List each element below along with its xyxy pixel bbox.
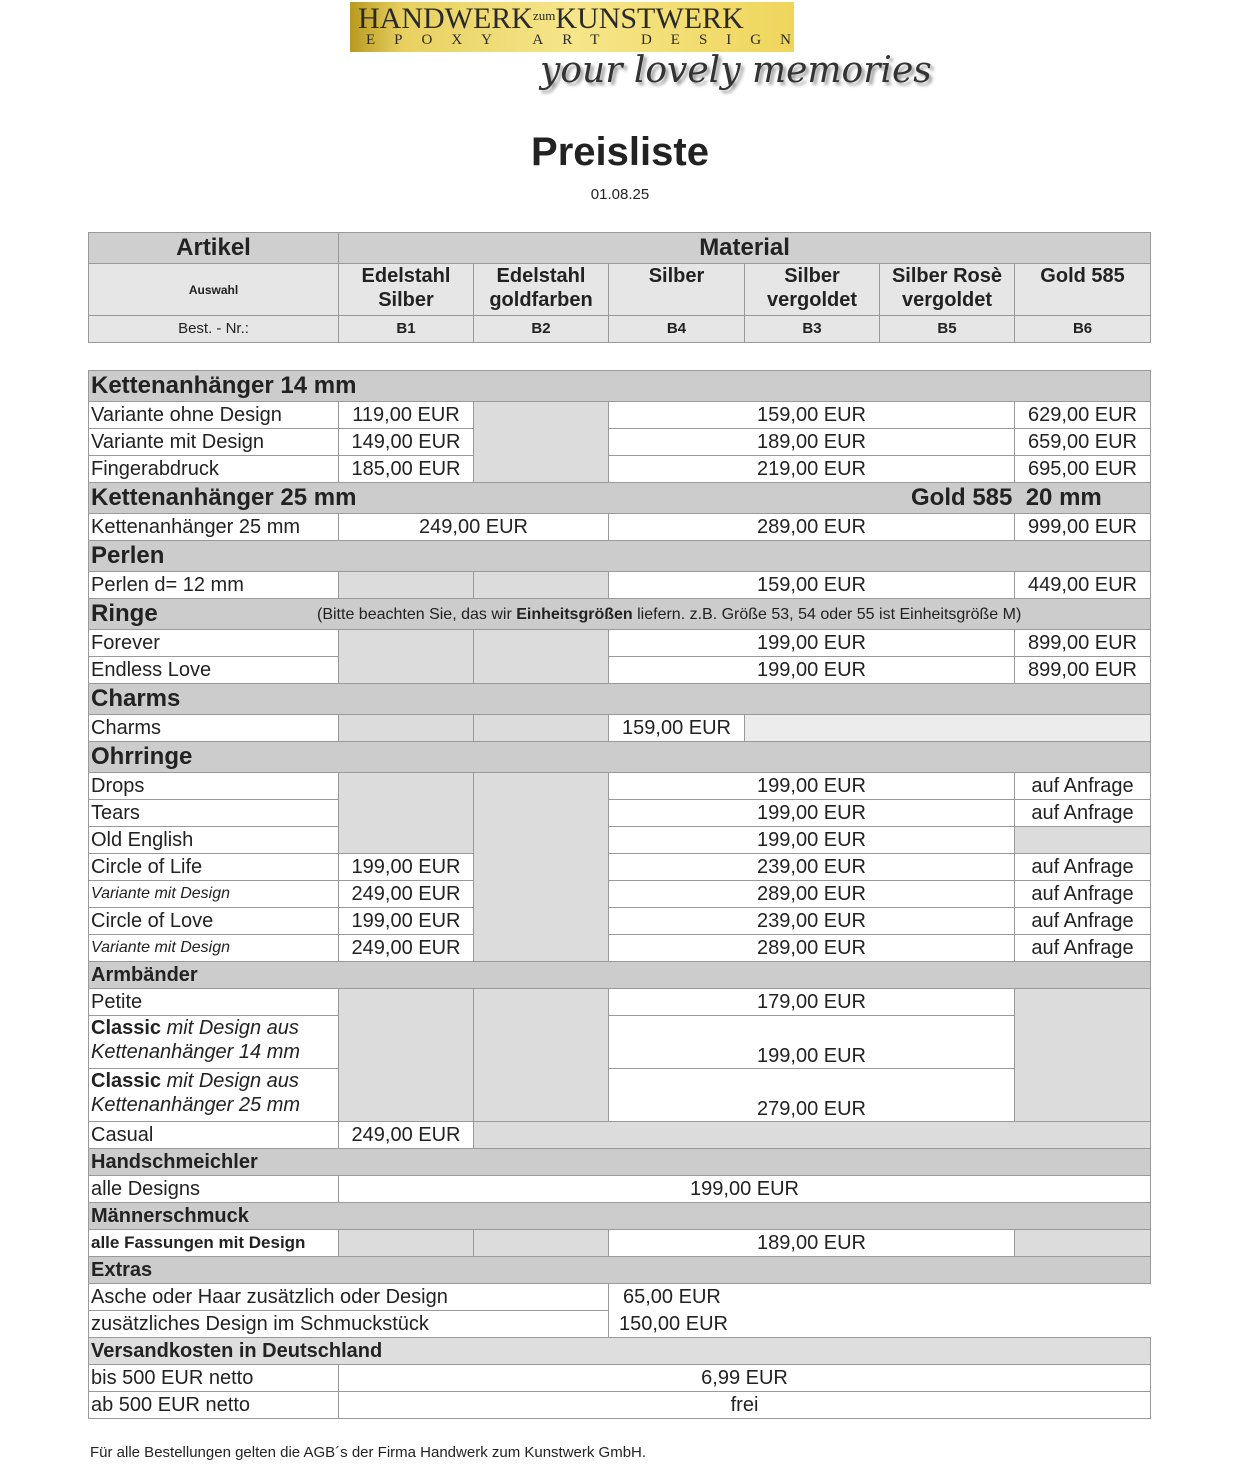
table-row: Drops 199,00 EUR auf Anfrage [89, 773, 1151, 800]
section-header: Handschmeichler [89, 1149, 1151, 1176]
table-row: Variante ohne Design 119,00 EUR 159,00 EUR 629,00 EUR [89, 402, 1151, 429]
section-header: Kettenanhänger 25 mm Gold 585 20 mm [89, 483, 1151, 514]
section-header: Perlen [89, 541, 1151, 572]
section-header: Ohrringe [89, 742, 1151, 773]
table-row: Forever 199,00 EUR 899,00 EUR [89, 630, 1151, 657]
order-code: B1 [339, 316, 474, 343]
table-row: Kettenanhänger 25 mm 249,00 EUR 289,00 EUR 999,00 EUR [89, 514, 1151, 541]
artikel-header: Artikel [89, 233, 339, 264]
tagline: your lovely memories [540, 50, 932, 91]
page-title: Preisliste [531, 130, 709, 174]
section-header: Armbänder [89, 962, 1151, 989]
section-header: Versandkosten in Deutschland [89, 1338, 1151, 1365]
price-table [88, 370, 1151, 1419]
table-row: Variante mit Design 249,00 EUR 289,00 EUR auf Anfrage [89, 935, 1151, 962]
best-nr-label: Best. - Nr.: [89, 316, 339, 343]
date: 01.08.25 [590, 186, 650, 203]
order-code: B4 [609, 316, 745, 343]
column-header: Silber [609, 264, 745, 316]
material-header: Material [339, 233, 1151, 264]
table-row: Asche oder Haar zusätzlich oder Design 65,00 EUR [89, 1284, 1151, 1311]
table-row: zusätzliches Design im Schmuckstück 150,00 EUR [89, 1311, 1151, 1338]
order-code: B6 [1015, 316, 1151, 343]
table-row: Petite 179,00 EUR [89, 989, 1151, 1016]
table-row: Casual 249,00 EUR [89, 1122, 1151, 1149]
ringe-note: (Bitte beachten Sie, das wir Einheitsgrößen liefern. z.B. Größe 53, 54 oder 55 ist Einheitsgröße M) [317, 606, 1022, 623]
footer-note: Für alle Bestellungen gelten die AGB´s der Firma Handwerk zum Kunstwerk GmbH. [90, 1444, 647, 1461]
table-row: bis 500 EUR netto 6,99 EUR [89, 1365, 1151, 1392]
section-header: Kettenanhänger 14 mm [89, 371, 1151, 402]
table-row: Classic mit Design aus Kettenanhänger 14 mm 199,00 EUR [89, 1016, 1151, 1069]
column-header: Silber Rosè vergoldet [880, 264, 1015, 316]
order-code: B5 [880, 316, 1015, 343]
table-row: alle Designs 199,00 EUR [89, 1176, 1151, 1203]
column-header: Silber vergoldet [745, 264, 880, 316]
column-header: Gold 585 [1015, 264, 1151, 316]
column-header: Edelstahl goldfarben [474, 264, 609, 316]
table-row: Endless Love 199,00 EUR 899,00 EUR [89, 657, 1151, 684]
column-header: Edelstahl Silber [339, 264, 474, 316]
section-header: Extras [89, 1257, 1151, 1284]
section-header: Charms [89, 684, 1151, 715]
order-code: B2 [474, 316, 609, 343]
company-logo: $HANDWERK^{zum}KUNSTWERK$ EPOXY ART DESIGN [350, 2, 794, 52]
order-code: B3 [745, 316, 880, 343]
table-row: ab 500 EUR netto frei [89, 1392, 1151, 1419]
table-row: Old English 199,00 EUR [89, 827, 1151, 854]
gold-size-note: Gold 585 20 mm [911, 484, 1102, 511]
table-row: Variante mit Design 149,00 EUR 189,00 EUR 659,00 EUR [89, 429, 1151, 456]
auswahl-label: Auswahl [89, 264, 339, 316]
table-row: alle Fassungen mit Design 189,00 EUR [89, 1230, 1151, 1257]
table-row: Circle of Love 199,00 EUR 239,00 EUR auf Anfrage [89, 908, 1151, 935]
table-row: Classic mit Design aus Kettenanhänger 25 mm 279,00 EUR [89, 1069, 1151, 1122]
section-header: Ringe (Bitte beachten Sie, das wir Einheitsgrößen liefern. z.B. Größe 53, 54 oder 55 ist Einheitsgröße M) [89, 599, 1151, 630]
table-row: Circle of Life 199,00 EUR 239,00 EUR auf Anfrage [89, 854, 1151, 881]
section-header: Männerschmuck [89, 1203, 1151, 1230]
table-row: Perlen d= 12 mm 159,00 EUR 449,00 EUR [89, 572, 1151, 599]
table-row: Tears 199,00 EUR auf Anfrage [89, 800, 1151, 827]
table-row: Fingerabdruck 185,00 EUR 219,00 EUR 695,00 EUR [89, 456, 1151, 483]
header-table [88, 232, 1151, 343]
table-row: Charms 159,00 EUR [89, 715, 1151, 742]
table-row: Variante mit Design 249,00 EUR 289,00 EUR auf Anfrage [89, 881, 1151, 908]
